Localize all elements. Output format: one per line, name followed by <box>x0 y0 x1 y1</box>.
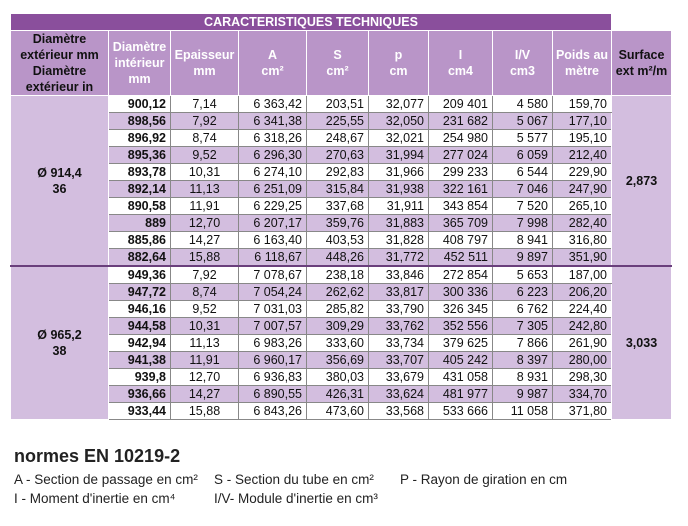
header-i: I cm4 <box>429 31 493 96</box>
cell-poids: 371,80 <box>553 403 612 420</box>
cell-poids: 177,10 <box>553 113 612 130</box>
cell-epaisseur: 8,74 <box>171 284 239 301</box>
cell-s: 292,83 <box>307 164 369 181</box>
cell-poids: 282,40 <box>553 215 612 232</box>
cell-p: 31,994 <box>369 147 429 164</box>
cell-poids: 159,70 <box>553 96 612 113</box>
cell-diametre-interieur: 885,86 <box>109 232 171 249</box>
cell-p: 31,828 <box>369 232 429 249</box>
cell-epaisseur: 15,88 <box>171 403 239 420</box>
cell-iv: 7 520 <box>493 198 553 215</box>
cell-s: 448,26 <box>307 249 369 267</box>
table-row <box>11 130 672 147</box>
cell-p: 33,790 <box>369 301 429 318</box>
outer-diameter-mm: Ø 965,2 <box>37 328 82 342</box>
cell-s: 309,29 <box>307 318 369 335</box>
cell-a: 6 296,30 <box>239 147 307 164</box>
cell-diametre-interieur: 893,78 <box>109 164 171 181</box>
cell-s: 333,60 <box>307 335 369 352</box>
cell-diametre-interieur: 939,8 <box>109 369 171 386</box>
cell-poids: 280,00 <box>553 352 612 369</box>
cell-a: 6 983,26 <box>239 335 307 352</box>
surface-value: 3,033 <box>612 266 672 420</box>
cell-diametre-interieur: 898,56 <box>109 113 171 130</box>
cell-i: 254 980 <box>429 130 493 147</box>
cell-diametre-interieur: 949,36 <box>109 266 171 284</box>
cell-epaisseur: 10,31 <box>171 318 239 335</box>
table-row <box>11 403 672 420</box>
cell-s: 285,82 <box>307 301 369 318</box>
table-row <box>11 164 672 181</box>
cell-epaisseur: 11,13 <box>171 181 239 198</box>
cell-epaisseur: 14,27 <box>171 386 239 403</box>
cell-poids: 247,90 <box>553 181 612 198</box>
legend-a: A - Section de passage en cm² <box>14 472 198 487</box>
cell-epaisseur: 15,88 <box>171 249 239 267</box>
table-row <box>11 369 672 386</box>
cell-i: 481 977 <box>429 386 493 403</box>
cell-p: 33,734 <box>369 335 429 352</box>
cell-i: 365 709 <box>429 215 493 232</box>
cell-i: 343 854 <box>429 198 493 215</box>
legend-i: I - Moment d'inertie en cm⁴ <box>14 491 176 506</box>
cell-poids: 298,30 <box>553 369 612 386</box>
table-row <box>11 96 672 113</box>
cell-i: 431 058 <box>429 369 493 386</box>
cell-poids: 212,40 <box>553 147 612 164</box>
cell-poids: 187,00 <box>553 266 612 284</box>
cell-i: 209 401 <box>429 96 493 113</box>
cell-epaisseur: 7,92 <box>171 113 239 130</box>
cell-diametre-interieur: 882,64 <box>109 249 171 267</box>
header-p: p cm <box>369 31 429 96</box>
outer-diameter-group <box>11 266 109 420</box>
cell-epaisseur: 9,52 <box>171 147 239 164</box>
table-row <box>11 232 672 249</box>
cell-a: 6 163,40 <box>239 232 307 249</box>
cell-iv: 6 544 <box>493 164 553 181</box>
cell-iv: 8 941 <box>493 232 553 249</box>
cell-i: 272 854 <box>429 266 493 284</box>
header-epaisseur: Epaisseur mm <box>171 31 239 96</box>
cell-i: 299 233 <box>429 164 493 181</box>
table-row <box>11 147 672 164</box>
header-s: S cm² <box>307 31 369 96</box>
cell-i: 322 161 <box>429 181 493 198</box>
cell-poids: 224,40 <box>553 301 612 318</box>
cell-diametre-interieur: 942,94 <box>109 335 171 352</box>
cell-p: 33,762 <box>369 318 429 335</box>
header-a: A cm² <box>239 31 307 96</box>
cell-diametre-interieur: 892,14 <box>109 181 171 198</box>
cell-poids: 351,90 <box>553 249 612 267</box>
cell-a: 6 229,25 <box>239 198 307 215</box>
cell-s: 315,84 <box>307 181 369 198</box>
cell-iv: 5 577 <box>493 130 553 147</box>
cell-a: 7 031,03 <box>239 301 307 318</box>
cell-epaisseur: 7,92 <box>171 266 239 284</box>
table-row <box>11 198 672 215</box>
cell-diametre-interieur: 944,58 <box>109 318 171 335</box>
cell-iv: 4 580 <box>493 96 553 113</box>
cell-s: 426,31 <box>307 386 369 403</box>
cell-iv: 8 397 <box>493 352 553 369</box>
cell-i: 408 797 <box>429 232 493 249</box>
cell-a: 6 843,26 <box>239 403 307 420</box>
cell-p: 33,817 <box>369 284 429 301</box>
cell-diametre-interieur: 889 <box>109 215 171 232</box>
table-row <box>11 386 672 403</box>
cell-a: 6 960,17 <box>239 352 307 369</box>
table-row <box>11 335 672 352</box>
cell-p: 32,021 <box>369 130 429 147</box>
cell-s: 248,67 <box>307 130 369 147</box>
cell-p: 31,911 <box>369 198 429 215</box>
cell-epaisseur: 11,91 <box>171 352 239 369</box>
table-row <box>11 352 672 369</box>
cell-diametre-interieur: 896,92 <box>109 130 171 147</box>
table-row <box>11 266 672 284</box>
cell-epaisseur: 7,14 <box>171 96 239 113</box>
cell-poids: 195,10 <box>553 130 612 147</box>
cell-diametre-interieur: 946,16 <box>109 301 171 318</box>
cell-p: 31,883 <box>369 215 429 232</box>
cell-epaisseur: 8,74 <box>171 130 239 147</box>
legend-iv: I/V- Module d'inertie en cm³ <box>214 491 378 506</box>
cell-iv: 7 866 <box>493 335 553 352</box>
cell-iv: 7 998 <box>493 215 553 232</box>
cell-i: 300 336 <box>429 284 493 301</box>
cell-epaisseur: 11,91 <box>171 198 239 215</box>
table-row <box>11 318 672 335</box>
cell-p: 31,772 <box>369 249 429 267</box>
cell-a: 6 118,67 <box>239 249 307 267</box>
table-row <box>11 181 672 198</box>
cell-p: 33,707 <box>369 352 429 369</box>
specifications-table <box>10 13 672 420</box>
cell-p: 33,679 <box>369 369 429 386</box>
header-iv: I/V cm3 <box>493 31 553 96</box>
cell-iv: 11 058 <box>493 403 553 420</box>
cell-a: 6 318,26 <box>239 130 307 147</box>
cell-epaisseur: 12,70 <box>171 215 239 232</box>
cell-i: 277 024 <box>429 147 493 164</box>
cell-poids: 206,20 <box>553 284 612 301</box>
cell-p: 31,966 <box>369 164 429 181</box>
cell-p: 32,077 <box>369 96 429 113</box>
cell-i: 533 666 <box>429 403 493 420</box>
cell-p: 33,846 <box>369 266 429 284</box>
cell-epaisseur: 12,70 <box>171 369 239 386</box>
cell-i: 405 242 <box>429 352 493 369</box>
outer-diameter-in: 38 <box>52 344 67 358</box>
table-row <box>11 249 672 267</box>
cell-a: 6 890,55 <box>239 386 307 403</box>
cell-poids: 316,80 <box>553 232 612 249</box>
cell-iv: 8 931 <box>493 369 553 386</box>
cell-diametre-interieur: 947,72 <box>109 284 171 301</box>
cell-epaisseur: 14,27 <box>171 232 239 249</box>
cell-a: 6 936,83 <box>239 369 307 386</box>
header-diametre-exterieur: Diamètre extérieur mm Diamètre extérieur in <box>11 31 109 96</box>
cell-poids: 242,80 <box>553 318 612 335</box>
cell-a: 7 078,67 <box>239 266 307 284</box>
cell-poids: 334,70 <box>553 386 612 403</box>
outer-diameter-mm: Ø 914,4 <box>37 165 82 180</box>
cell-p: 33,624 <box>369 386 429 403</box>
cell-s: 403,53 <box>307 232 369 249</box>
cell-p: 31,938 <box>369 181 429 198</box>
norms-heading: normes EN 10219-2 <box>14 446 181 466</box>
header-poids: Poids au mètre <box>553 31 612 96</box>
table-title: CARACTERISTIQUES TECHNIQUES <box>11 14 612 31</box>
cell-diametre-interieur: 900,12 <box>109 96 171 113</box>
cell-s: 262,62 <box>307 284 369 301</box>
cell-s: 270,63 <box>307 147 369 164</box>
cell-iv: 6 762 <box>493 301 553 318</box>
cell-i: 452 511 <box>429 249 493 267</box>
cell-s: 380,03 <box>307 369 369 386</box>
cell-poids: 265,10 <box>553 198 612 215</box>
outer-diameter-group <box>11 96 109 267</box>
cell-a: 7 054,24 <box>239 284 307 301</box>
table-body <box>11 96 672 420</box>
cell-p: 33,568 <box>369 403 429 420</box>
cell-a: 6 341,38 <box>239 113 307 130</box>
cell-epaisseur: 10,31 <box>171 164 239 181</box>
table-row <box>11 113 672 130</box>
cell-poids: 261,90 <box>553 335 612 352</box>
header-diametre-interieur: Diamètre intérieur mm <box>109 31 171 96</box>
cell-i: 231 682 <box>429 113 493 130</box>
cell-iv: 7 046 <box>493 181 553 198</box>
table-row <box>11 284 672 301</box>
header-surface: Surface ext m²/m <box>612 31 672 96</box>
outer-diameter-in: 36 <box>52 181 67 196</box>
cell-epaisseur: 9,52 <box>171 301 239 318</box>
cell-s: 337,68 <box>307 198 369 215</box>
cell-iv: 5 067 <box>493 113 553 130</box>
cell-s: 238,18 <box>307 266 369 284</box>
cell-iv: 9 897 <box>493 249 553 267</box>
cell-diametre-interieur: 933,44 <box>109 403 171 420</box>
cell-iv: 6 223 <box>493 284 553 301</box>
cell-iv: 7 305 <box>493 318 553 335</box>
cell-s: 359,76 <box>307 215 369 232</box>
legend-s: S - Section du tube en cm² <box>214 472 374 487</box>
cell-s: 225,55 <box>307 113 369 130</box>
cell-a: 6 363,42 <box>239 96 307 113</box>
cell-s: 473,60 <box>307 403 369 420</box>
cell-i: 326 345 <box>429 301 493 318</box>
cell-s: 356,69 <box>307 352 369 369</box>
cell-diametre-interieur: 895,36 <box>109 147 171 164</box>
cell-a: 6 274,10 <box>239 164 307 181</box>
cell-i: 352 556 <box>429 318 493 335</box>
legend-p: P - Rayon de giration en cm <box>400 472 568 487</box>
cell-diametre-interieur: 941,38 <box>109 352 171 369</box>
cell-a: 7 007,57 <box>239 318 307 335</box>
surface-value: 2,873 <box>612 96 672 267</box>
cell-diametre-interieur: 890,58 <box>109 198 171 215</box>
table-row <box>11 215 672 232</box>
cell-s: 203,51 <box>307 96 369 113</box>
cell-iv: 6 059 <box>493 147 553 164</box>
cell-diametre-interieur: 936,66 <box>109 386 171 403</box>
cell-poids: 229,90 <box>553 164 612 181</box>
cell-a: 6 207,17 <box>239 215 307 232</box>
cell-a: 6 251,09 <box>239 181 307 198</box>
cell-iv: 9 987 <box>493 386 553 403</box>
table-row <box>11 301 672 318</box>
cell-i: 379 625 <box>429 335 493 352</box>
cell-iv: 5 653 <box>493 266 553 284</box>
cell-p: 32,050 <box>369 113 429 130</box>
cell-epaisseur: 11,13 <box>171 335 239 352</box>
